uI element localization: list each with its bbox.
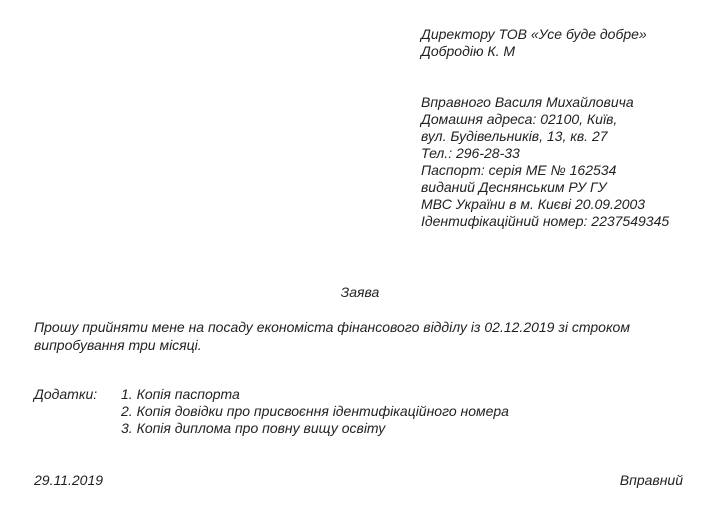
sender-address-line: вул. Будівельників, 13, кв. 27 <box>421 128 608 144</box>
attachment-item: 3. Копія диплома про повну вищу освіту <box>121 420 386 436</box>
sender-passport: Паспорт: серія МЕ № 162534 <box>421 162 617 178</box>
sender-passport-issuer: виданий Деснянським РУ ГУ <box>421 179 607 195</box>
sender-phone: Тел.: 296-28-33 <box>421 145 520 161</box>
addressee-block <box>421 26 647 60</box>
attachments-list <box>121 386 509 437</box>
signature: Вправний <box>619 472 683 488</box>
sender-address-line: Домашня адреса: 02100, Київ, <box>421 111 618 127</box>
addressee-line: Директору ТОВ «Усе буде добре» <box>421 26 647 42</box>
document-title: Заява <box>340 284 380 300</box>
attachment-item: 1. Копія паспорта <box>121 386 240 402</box>
document-date: 29.11.2019 <box>34 472 104 488</box>
sender-block <box>421 94 669 230</box>
sender-name: Вправного Василя Михайловича <box>421 94 634 110</box>
attachment-item: 2. Копія довідки про присвоєння ідентифікаційного номера <box>121 403 509 419</box>
attachments-label: Додатки: <box>34 386 98 402</box>
addressee-line: Добродію К. М <box>421 43 516 59</box>
application-body: Прошу прийняти мене на посаду економіста фінансового відділу із 02.12.2019 зі строком випробування три місяці. <box>34 319 630 353</box>
sender-tax-id: Ідентифікаційний номер: 2237549345 <box>421 213 670 229</box>
sender-passport-issuer: МВС України в м. Києві 20.09.2003 <box>421 196 646 212</box>
